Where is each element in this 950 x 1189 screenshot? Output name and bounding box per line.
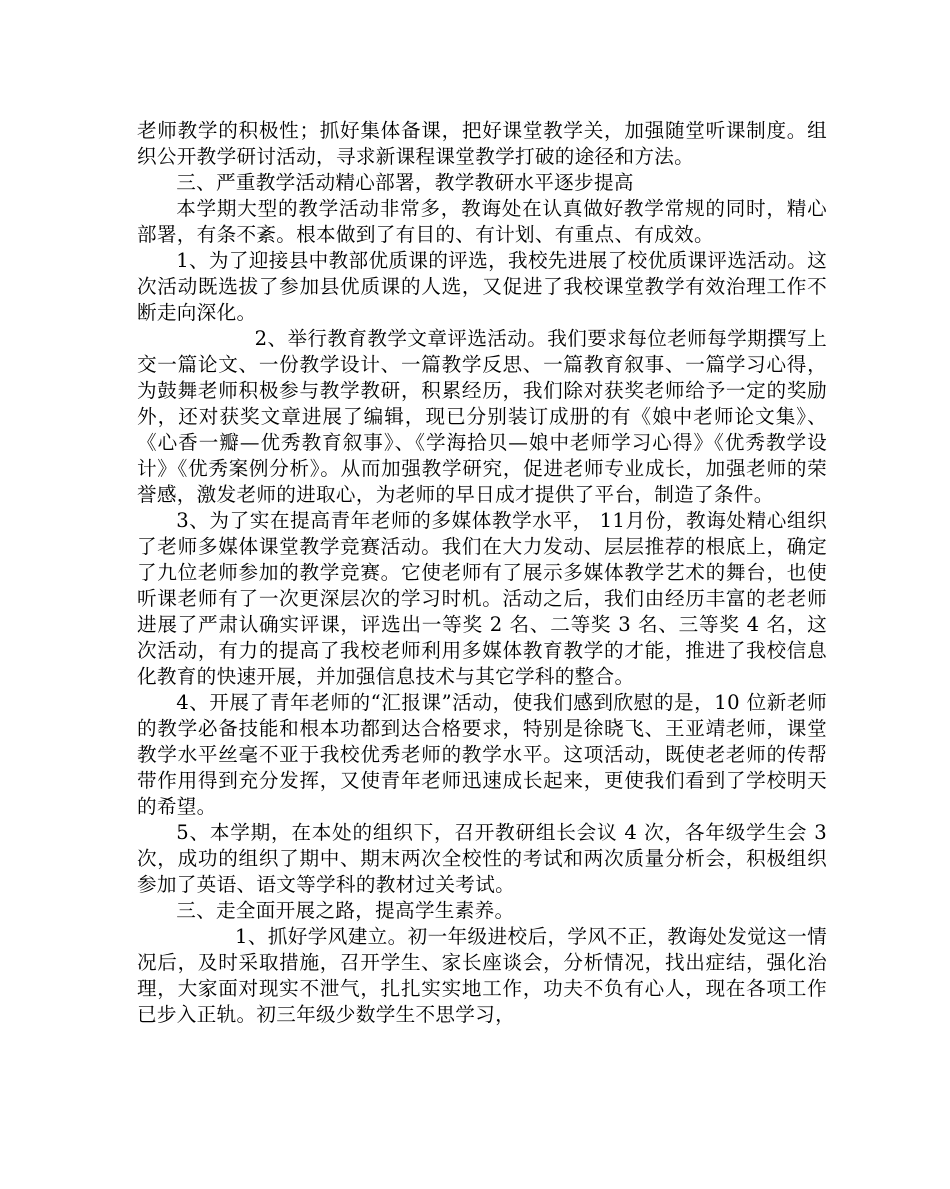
paragraph: 本学期大型的教学活动非常多，教诲处在认真做好教学常规的同时，精心部署，有条不紊。根本做到了有目的、有计划、有重点、有成效。 (137, 197, 827, 246)
paragraph-item-3: 3、为了实在提高青年老师的多媒体教学水平， 11月份，教诲处精心组织了老师多媒体课堂教学竞赛活动。我们在大力发动、层层推荐的根底上，确定了九位老师参加的教学竞赛。它使老师有了展示多媒体教学艺术的舞台，也使听课老师有了一次更深层次的学习时机。活动之后，我们由经历丰富的老老师进展了严肃认确实评课，评选出一等奖 2 名、二等奖 3 名、三等奖 4 名，这次活动，有力的提高了我校老师利用多媒体教育教学的才能，推进了我校信息化教育的快速开展，并加强信息技术与其它学科的整合。 (137, 509, 827, 688)
paragraph-item-1: 1、抓好学风建立。初一年级进校后，学风不正，教诲处发觉这一情况后，及时采取措施，召开学生、家长座谈会，分析情况，找出症结，强化治理，大家面对现实不泄气，扎扎实实地工作，功夫不负有心人，现在各项工作已步入正轨。初三年级少数学生不思学习， (137, 925, 827, 1026)
paragraph-item-5: 5、本学期，在本处的组织下，召开教研组长会议 4 次，各年级学生会 3 次，成功的组织了期中、期末两次全校性的考试和两次质量分析会，积极组织参加了英语、语文等学科的教材过关考试。 (137, 821, 827, 896)
paragraph-item-4: 4、开展了青年老师的“汇报课”活动，使我们感到欣慰的是，10 位新老师的教学必备技能和根本功都到达合格要求，特别是徐晓飞、王亚靖老师，课堂教学水平丝毫不亚于我校优秀老师的教学水平。这项活动，既使老老师的传帮带作用得到充分发挥，又使青年老师迅速成长起来，更使我们看到了学校明天的希望。 (137, 691, 827, 818)
section-heading: 三、走全面开展之路，提高学生素养。 (176, 899, 515, 922)
document-body (137, 118, 827, 1028)
paragraph-item-1: 1、为了迎接县中教部优质课的评选，我校先进展了校优质课评选活动。这次活动既选拔了参加县优质课的人选，又促进了我校课堂教学有效治理工作不断走向深化。 (137, 249, 827, 324)
section-heading: 三、严重教学活动精心部署，教学教研水平逐步提高 (176, 171, 634, 194)
paragraph-continuation: 老师教学的积极性；抓好集体备课，把好课堂教学关，加强随堂听课制度。组织公开教学研讨活动，寻求新课程课堂教学打破的途径和方法。 (137, 119, 827, 168)
paragraph-item-2: 2、举行教育教学文章评选活动。我们要求每位老师每学期撰写上交一篇论文、一份教学设计、一篇教学反思、一篇教育叙事、一篇学习心得，为鼓舞老师积极参与教学教研，积累经历，我们除对获奖老师给予一定的奖励外，还对获奖文章进展了编辑，现已分别装订成册的有《娘中老师论文集》、《心香一瓣—优秀教育叙事》、《学海拾贝—娘中老师学习心得》《优秀教学设计》《优秀案例分析》。从而加强教学研究，促进老师专业成长，加强老师的荣誉感，激发老师的进取心，为老师的早日成才提供了平台，制造了条件。 (137, 327, 827, 506)
